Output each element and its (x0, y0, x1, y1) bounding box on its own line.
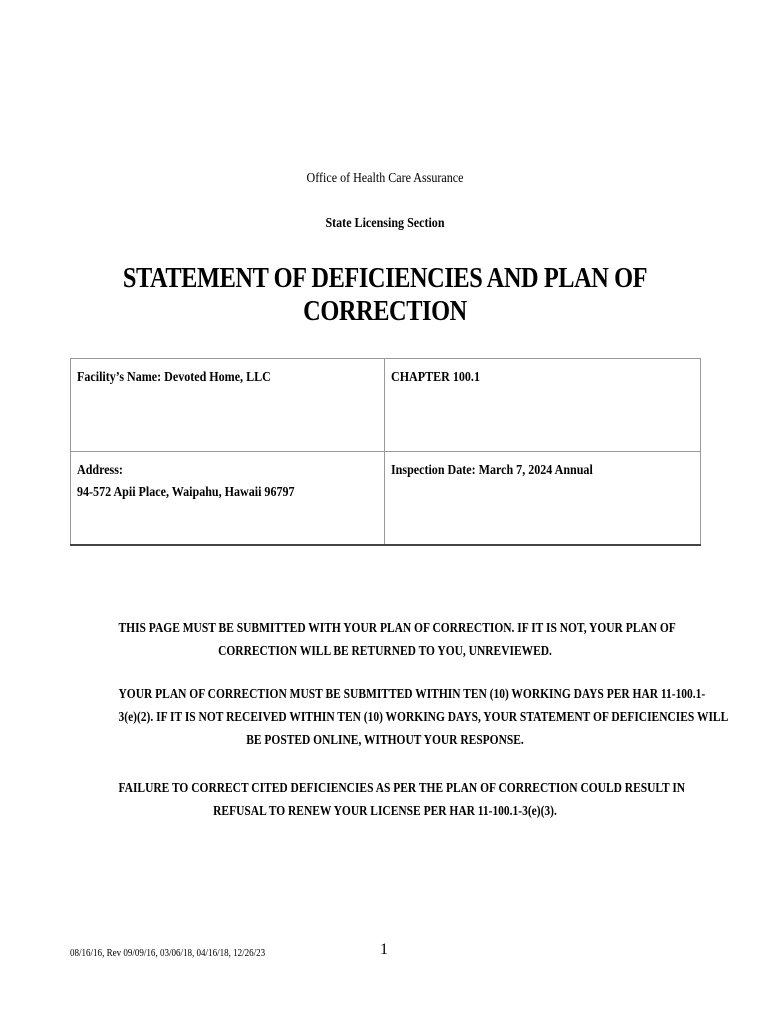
failure-notice (60, 777, 710, 823)
notice-line: CORRECTION WILL BE RETURNED TO YOU, UNREVIEWED. (218, 644, 552, 659)
address-cell (71, 452, 385, 546)
section-name: State Licensing Section (325, 216, 445, 231)
chapter: CHAPTER 100.1 (391, 370, 480, 385)
facility-info-table (70, 358, 701, 546)
chapter-cell (385, 359, 701, 452)
page-number: 1 (380, 941, 388, 958)
office-name: Office of Health Care Assurance (306, 171, 464, 186)
inspection-date-cell (385, 452, 701, 546)
notice-line: REFUSAL TO RENEW YOUR LICENSE PER HAR 11-100.1-3(e)(3). (213, 804, 557, 819)
notice-line: 3(e)(2). IF IT IS NOT RECEIVED WITHIN TEN (10) WORKING DAYS, YOUR STATEMENT OF DEFICIENCIES WILL (118, 710, 729, 725)
notice-line: YOUR PLAN OF CORRECTION MUST BE SUBMITTED WITHIN TEN (10) WORKING DAYS PER HAR 11-100.1- (118, 687, 706, 702)
address-label: Address: (77, 463, 123, 478)
submission-notice (60, 617, 710, 663)
notice-line: BE POSTED ONLINE, WITHOUT YOUR RESPONSE. (246, 733, 524, 748)
revision-dates: 08/16/16, Rev 09/09/16, 03/06/18, 04/16/18, 12/26/23 (70, 947, 266, 959)
notice-line: FAILURE TO CORRECT CITED DEFICIENCIES AS PER THE PLAN OF CORRECTION COULD RESULT IN (118, 781, 686, 796)
deadline-notice (60, 683, 729, 752)
table-row (71, 359, 701, 452)
inspection-date: Inspection Date: March 7, 2024 Annual (391, 463, 593, 478)
facility-name-cell (71, 359, 385, 452)
table-row (71, 452, 701, 546)
address-value: 94-572 Apii Place, Waipahu, Hawaii 96797 (77, 485, 295, 500)
page-title: STATEMENT OF DEFICIENCIES AND PLAN OF CORRECTION (122, 262, 648, 327)
facility-name: Facility’s Name: Devoted Home, LLC (77, 370, 271, 385)
notice-line: THIS PAGE MUST BE SUBMITTED WITH YOUR PLAN OF CORRECTION. IF IT IS NOT, YOUR PLAN OF (118, 621, 676, 636)
